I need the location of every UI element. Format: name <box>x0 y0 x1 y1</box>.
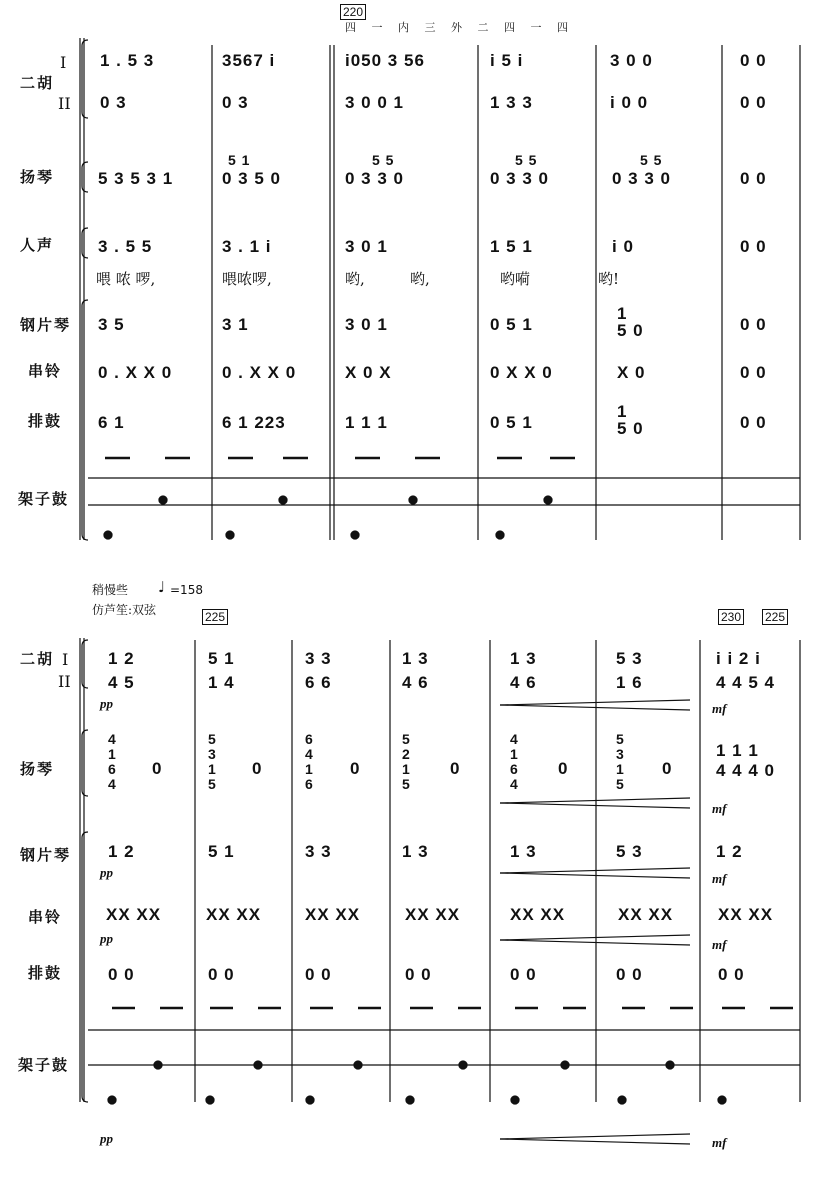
lyric-1: 喂 哝 啰, <box>96 270 156 288</box>
erhu2-m5: i 0 0 <box>610 93 649 112</box>
s2-yq-chord-6: 5 3 1 5 <box>616 731 625 792</box>
s2-bells-m4: XX XX <box>405 905 461 924</box>
s2-erhu2-m2: 1 4 <box>208 673 235 692</box>
label-erhu-2-II: II <box>58 672 71 691</box>
paigu-m4: 0 5 1 <box>490 413 533 432</box>
dyn-mf-glock: mf <box>712 871 727 886</box>
s2-bells-m1: XX XX <box>106 905 162 924</box>
label-glock-2: 钢片琴 <box>20 846 72 864</box>
voice-m5: i 0 <box>612 237 634 256</box>
yangqin-m4: 0 3 3 0 <box>490 169 549 188</box>
lyric-6: 哟! <box>598 270 620 288</box>
system-1-lines <box>80 38 800 540</box>
s2-erhu1-m7: i i 2 i <box>716 649 761 668</box>
voice-m2: 3 . 1 i <box>222 237 272 256</box>
s2-paigu-m6: 0 0 <box>616 965 643 984</box>
imitation-text: 仿芦笙:双弦 <box>92 603 157 617</box>
s2-paigu-m7: 0 0 <box>718 965 745 984</box>
s2-yq-chord-3: 6 4 1 6 <box>305 731 314 792</box>
label-erhu-2-I: I <box>62 650 69 669</box>
yangqin-m1: 5 3 5 3 1 <box>98 169 174 188</box>
bells-m5: X 0 <box>617 363 646 382</box>
s2-glock-m2: 5 1 <box>208 842 235 861</box>
s2-yq-rest-6: 0 <box>662 759 673 778</box>
s2-erhu2-m7: 4 4 5 4 <box>716 673 775 692</box>
erhu1-m4: i 5 i <box>490 51 524 70</box>
s2-erhu1-m6: 5 3 <box>616 649 643 668</box>
s2-yq-rest-2: 0 <box>252 759 263 778</box>
s2-yq-last: 4 4 4 0 <box>716 761 775 780</box>
dyn-pp-glock: pp <box>100 865 113 880</box>
s2-paigu-m2: 0 0 <box>208 965 235 984</box>
glock-m2: 3 1 <box>222 315 249 334</box>
drumkit-marks-1 <box>104 458 575 539</box>
erhu1-m6: 0 0 <box>740 51 767 70</box>
label-glockenspiel: 钢片琴 <box>20 316 72 334</box>
s2-erhu1-m2: 5 1 <box>208 649 235 668</box>
dyn-pp-drumkit: pp <box>100 1131 113 1146</box>
s2-paigu-m5: 0 0 <box>510 965 537 984</box>
yangqin-m5: 0 3 3 0 <box>612 169 671 188</box>
dyn-mf-yangqin: mf <box>712 801 727 816</box>
s2-bells-m2: XX XX <box>206 905 262 924</box>
yangqin-upper-m3: 5 5 <box>372 152 395 168</box>
voice-m6: 0 0 <box>740 237 767 256</box>
label-erhu: 二胡 <box>20 74 55 92</box>
s2-glock-m3: 3 3 <box>305 842 332 861</box>
lyric-5: 哟嗬 <box>500 270 531 288</box>
erhu1-m3: i050 3 56 <box>345 51 425 70</box>
glock-m6: 0 0 <box>740 315 767 334</box>
label-paigu: 排鼓 <box>28 412 63 430</box>
yangqin-upper-m5: 5 5 <box>640 152 663 168</box>
system-2-lines <box>80 638 800 1144</box>
s2-erhu1-m4: 1 3 <box>402 649 429 668</box>
rehearsal-mark-220: 220 <box>340 4 366 20</box>
label-bells: 串铃 <box>28 362 63 380</box>
yangqin-m6: 0 0 <box>740 169 767 188</box>
voice-m1: 3 . 5 5 <box>98 237 153 256</box>
tempo-value: =158 <box>170 583 203 597</box>
bells-m3: X 0 X <box>345 363 392 382</box>
yangqin-upper-m4: 5 5 <box>515 152 538 168</box>
s2-bells-m3: XX XX <box>305 905 361 924</box>
glock-m5: 5 0 <box>617 321 644 340</box>
rehearsal-mark-230: 230 <box>718 609 744 625</box>
dyn-mf-erhu: mf <box>712 701 727 716</box>
s2-erhu1-m3: 3 3 <box>305 649 332 668</box>
erhu1-m5: 3 0 0 <box>610 51 653 70</box>
s2-erhu2-m5: 4 6 <box>510 673 537 692</box>
erhu1-m2: 3567 i <box>222 51 276 70</box>
label-voice: 人声 <box>20 236 55 254</box>
bells-m4: 0 X X 0 <box>490 363 553 382</box>
bells-m2: 0 . X X 0 <box>222 363 297 382</box>
rehearsal-mark-225b: 225 <box>762 609 788 625</box>
paigu-m3: 1 1 1 <box>345 413 388 432</box>
s2-yq-rest-1: 0 <box>152 759 163 778</box>
s2-glock-m1: 1 2 <box>108 842 135 861</box>
paigu-m6: 0 0 <box>740 413 767 432</box>
label-bells-2: 串铃 <box>28 908 63 926</box>
s2-erhu1-m1: 1 2 <box>108 649 135 668</box>
yangqin-m2: 0 3 5 0 <box>222 169 281 188</box>
paigu-upper-m5: 1 <box>617 402 628 421</box>
fingering-marks: 四 一 内 三 外 二 四 一 四 <box>345 21 574 34</box>
dyn-pp-erhu: pp <box>100 696 113 711</box>
s2-bells-m7: XX XX <box>718 905 774 924</box>
erhu2-m2: 0 3 <box>222 93 249 112</box>
s2-glock-m5: 1 3 <box>510 842 537 861</box>
s2-erhu1-m5: 1 3 <box>510 649 537 668</box>
glock-m4: 0 5 1 <box>490 315 533 334</box>
s2-paigu-m1: 0 0 <box>108 965 135 984</box>
s2-paigu-m3: 0 0 <box>305 965 332 984</box>
erhu2-m6: 0 0 <box>740 93 767 112</box>
erhu1-m1: 1 . 5 3 <box>100 51 155 70</box>
dyn-pp-bells: pp <box>100 931 113 946</box>
s2-yq-rest-4: 0 <box>450 759 461 778</box>
paigu-m5: 5 0 <box>617 419 644 438</box>
lyric-3: 哟, <box>345 270 365 288</box>
lyric-4: 哟, <box>410 270 430 288</box>
s2-bells-m5: XX XX <box>510 905 566 924</box>
yangqin-m3: 0 3 3 0 <box>345 169 404 188</box>
label-paigu-2: 排鼓 <box>28 964 63 982</box>
label-erhu-2: 二胡 <box>20 650 55 668</box>
label-yangqin-2: 扬琴 <box>20 760 55 778</box>
s2-yq-chord-5: 4 1 6 4 <box>510 731 519 792</box>
s2-yq-chord-1: 4 1 6 4 <box>108 731 117 792</box>
dyn-mf-drumkit: mf <box>712 1135 727 1150</box>
s2-yq-rest-5: 0 <box>558 759 569 778</box>
label-erhu-2: II <box>58 94 71 113</box>
dyn-mf-bells: mf <box>712 937 727 952</box>
erhu2-m3: 3 0 0 1 <box>345 93 404 112</box>
s2-erhu2-m6: 1 6 <box>616 673 643 692</box>
lyric-2: 喂哝啰, <box>222 270 272 288</box>
s2-yq-last-upper: 1 1 1 <box>716 741 759 760</box>
glock-m3: 3 0 1 <box>345 315 388 334</box>
s2-paigu-m4: 0 0 <box>405 965 432 984</box>
glock-upper-m5: 1 <box>617 304 628 323</box>
label-drumkit: 架子鼓 <box>18 490 70 508</box>
rehearsal-mark-225a: 225 <box>202 609 228 625</box>
voice-m3: 3 0 1 <box>345 237 388 256</box>
s2-yq-chord-4: 5 2 1 5 <box>402 731 411 792</box>
s2-erhu2-m1: 4 5 <box>108 673 135 692</box>
drumkit-marks-2 <box>108 1008 793 1104</box>
glock-m1: 3 5 <box>98 315 125 334</box>
quarter-note-icon: ♩ <box>158 578 166 596</box>
yangqin-upper-m2: 5 1 <box>228 152 251 168</box>
erhu2-m1: 0 3 <box>100 93 127 112</box>
label-yangqin: 扬琴 <box>20 168 55 186</box>
s2-erhu2-m3: 6 6 <box>305 673 332 692</box>
bells-m1: 0 . X X 0 <box>98 363 173 382</box>
tempo-text: 稍慢些 <box>92 583 129 597</box>
bells-m6: 0 0 <box>740 363 767 382</box>
label-drumkit-2: 架子鼓 <box>18 1056 70 1074</box>
s2-erhu2-m4: 4 6 <box>402 673 429 692</box>
erhu2-m4: 1 3 3 <box>490 93 533 112</box>
s2-glock-m6: 5 3 <box>616 842 643 861</box>
voice-m4: 1 5 1 <box>490 237 533 256</box>
s2-yq-chord-2: 5 3 1 5 <box>208 731 217 792</box>
label-erhu-1: I <box>60 53 67 72</box>
paigu-m2: 6 1 223 <box>222 413 286 432</box>
s2-yq-rest-3: 0 <box>350 759 361 778</box>
paigu-m1: 6 1 <box>98 413 125 432</box>
s2-glock-m4: 1 3 <box>402 842 429 861</box>
s2-glock-m7: 1 2 <box>716 842 743 861</box>
s2-bells-m6: XX XX <box>618 905 674 924</box>
